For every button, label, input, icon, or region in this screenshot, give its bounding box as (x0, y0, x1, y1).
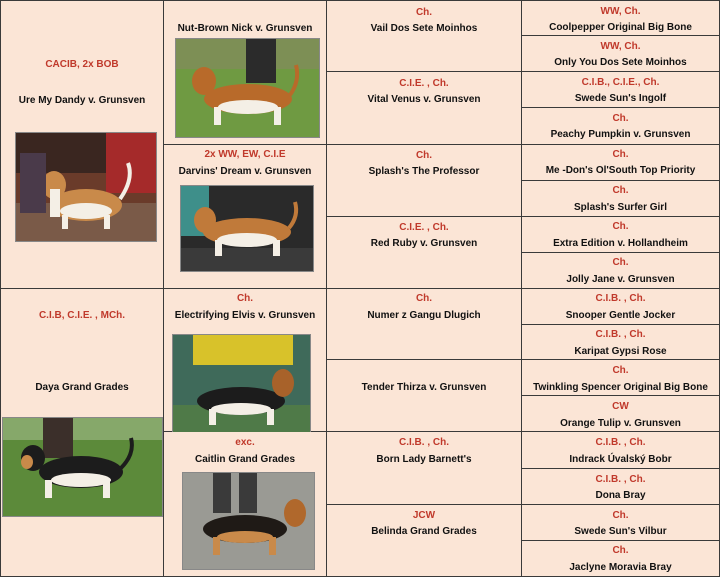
sire-photo (15, 132, 157, 242)
gen4-cell-15 (522, 505, 720, 541)
gen4-title-5: Ch. (612, 149, 629, 160)
dam-photo (2, 417, 163, 517)
sire-name: Ure My Dandy v. Grunsven (18, 95, 146, 106)
gen3-cell-6 (327, 360, 522, 432)
gen3-name-1: Vail Dos Sete Moinhos (370, 23, 478, 34)
gen4-cell-7 (522, 217, 720, 253)
gen2-photo-3 (172, 334, 311, 434)
sire-cell (0, 0, 164, 289)
gen2-title-3: Ch. (236, 293, 254, 304)
gen4-name-14: Dona Bray (595, 490, 646, 501)
gen2-photo-1 (175, 38, 320, 138)
gen4-name-9: Snooper Gentle Jocker (565, 310, 676, 321)
gen4-title-7: Ch. (612, 221, 629, 232)
gen3-cell-4 (327, 217, 522, 289)
gen2-name-1: Nut-Brown Nick v. Grunsven (177, 23, 313, 34)
gen3-title-8: JCW (412, 510, 436, 521)
gen4-name-6: Splash's Surfer Girl (574, 202, 667, 213)
dam-cell (0, 289, 164, 577)
gen4-cell-13 (522, 432, 720, 469)
gen4-cell-4 (522, 108, 720, 145)
gen4-name-10: Karipat Gypsi Rose (574, 346, 667, 357)
gen4-name-8: Jolly Jane v. Grunsven (566, 274, 675, 285)
gen4-title-16: Ch. (612, 545, 629, 556)
gen4-cell-6 (522, 181, 720, 217)
gen4-title-3: C.I.B., C.I.E., Ch. (581, 77, 660, 88)
dam-title: C.I.B, C.I.E. , MCh. (38, 310, 126, 321)
gen4-cell-12 (522, 396, 720, 432)
gen4-name-12: Orange Tulip v. Grunsven (560, 418, 681, 429)
gen4-title-1: WW, Ch. (600, 6, 641, 17)
gen3-name-5: Numer z Gangu Dlugich (367, 310, 481, 321)
gen2-cell-4 (164, 432, 327, 577)
gen4-cell-11 (522, 360, 720, 396)
gen4-cell-2 (522, 36, 720, 72)
gen4-title-9: C.I.B. , Ch. (595, 293, 646, 304)
gen4-title-4: Ch. (612, 113, 629, 124)
gen4-title-12: CW (612, 401, 629, 412)
gen3-title-3: Ch. (415, 150, 433, 161)
gen4-name-5: Me -Don's Ol'South Top Priority (545, 165, 696, 176)
gen2-photo-4 (182, 472, 315, 570)
gen4-name-16: Jaclyne Moravia Bray (569, 562, 672, 573)
gen4-cell-8 (522, 253, 720, 289)
gen4-cell-3 (522, 72, 720, 108)
gen4-title-10: C.I.B. , Ch. (595, 329, 646, 340)
gen4-name-4: Peachy Pumpkin v. Grunsven (550, 129, 691, 140)
gen3-name-3: Splash's The Professor (368, 166, 480, 177)
gen3-cell-3 (327, 145, 522, 217)
gen3-name-7: Born Lady Barnett's (376, 454, 472, 465)
dam-name: Daya Grand Grades (35, 382, 129, 393)
gen2-name-4: Caitlin Grand Grades (194, 454, 296, 465)
gen4-name-13: Indrack Úvalský Bobr (569, 454, 672, 465)
gen4-name-7: Extra Edition v. Hollandheim (553, 238, 688, 249)
gen4-title-15: Ch. (612, 510, 629, 521)
gen3-name-2: Vital Venus v. Grunsven (367, 94, 481, 105)
gen4-cell-1 (522, 0, 720, 36)
gen2-title-2: 2x WW, EW, C.I.E (204, 149, 286, 160)
gen4-title-8: Ch. (612, 257, 629, 268)
gen3-cell-5 (327, 289, 522, 360)
gen2-name-3: Electrifying Elvis v. Grunsven (174, 310, 316, 321)
gen4-name-1: Coolpepper Original Big Bone (549, 22, 692, 33)
gen3-title-7: C.I.B. , Ch. (399, 437, 449, 448)
gen4-name-15: Swede Sun's Vilbur (574, 526, 667, 537)
gen3-cell-1 (327, 0, 522, 72)
gen4-cell-5 (522, 145, 720, 181)
gen2-name-2: Darvins' Dream v. Grunsven (178, 166, 312, 177)
gen3-name-4: Red Ruby v. Grunsven (370, 238, 478, 249)
gen4-name-3: Swede Sun's Ingolf (574, 93, 667, 104)
gen4-title-14: C.I.B. , Ch. (595, 474, 646, 485)
gen3-title-4: C.I.E. , Ch. (399, 222, 449, 233)
gen4-cell-10 (522, 325, 720, 360)
gen3-title-2: C.I.E. , Ch. (399, 78, 449, 89)
gen2-cell-3 (164, 289, 327, 432)
gen4-cell-16 (522, 541, 720, 577)
gen4-title-11: Ch. (612, 365, 629, 376)
gen4-title-2: WW, Ch. (600, 41, 641, 52)
gen4-cell-14 (522, 469, 720, 505)
gen3-name-6: Tender Thirza v. Grunsven (361, 382, 487, 393)
gen4-title-6: Ch. (612, 185, 629, 196)
gen3-title-1: Ch. (415, 7, 433, 18)
sire-title: CACIB, 2x BOB (45, 59, 119, 70)
gen3-cell-7 (327, 432, 522, 505)
gen3-cell-8 (327, 505, 522, 577)
gen4-name-11: Twinkling Spencer Original Big Bone (533, 382, 708, 393)
gen3-name-8: Belinda Grand Grades (371, 526, 477, 537)
gen2-title-4: exc. (235, 437, 255, 448)
gen2-cell-1 (164, 0, 327, 145)
gen3-cell-2 (327, 72, 522, 145)
gen4-name-2: Only You Dos Sete Moinhos (554, 57, 687, 68)
gen3-title-5: Ch. (415, 293, 433, 304)
gen2-photo-2 (180, 185, 314, 272)
gen4-title-13: C.I.B. , Ch. (595, 437, 646, 448)
gen4-cell-9 (522, 289, 720, 325)
gen2-cell-2 (164, 145, 327, 289)
